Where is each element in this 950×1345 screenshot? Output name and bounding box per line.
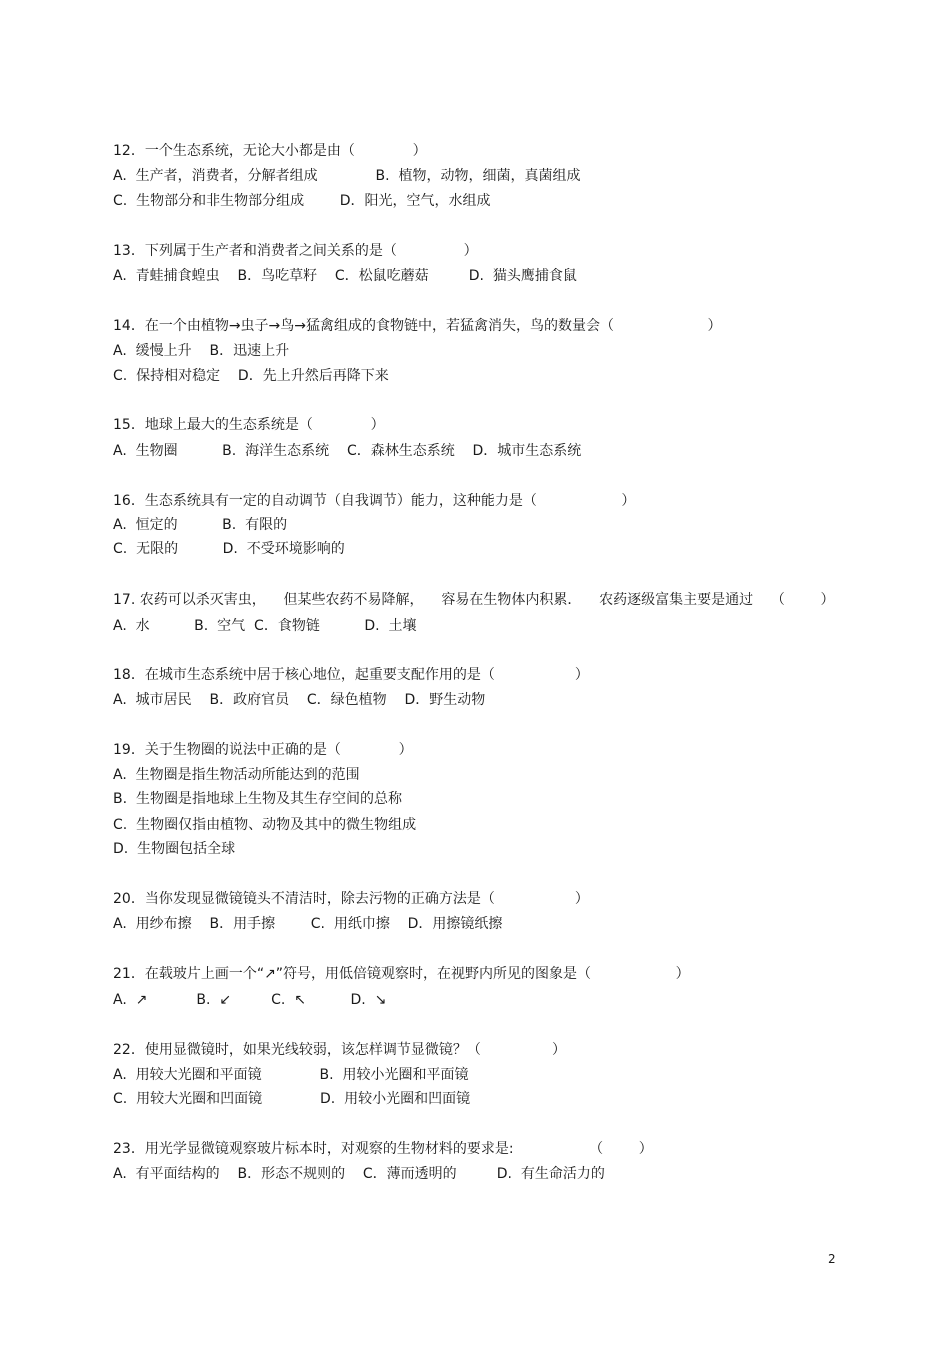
question-option: A. 缓慢上升 B．迅速上升 xyxy=(113,343,290,359)
question-option: B. 生物圈是指地球上生物及其生存空间的总称 xyxy=(113,791,402,807)
question-option: A. 生产者，消费者，分解者组成 B. 植物，动物，细菌，真菌组成 xyxy=(113,168,581,184)
question-option: C. 用较大光圈和凹面镜 D. 用较小光圈和凹面镜 xyxy=(113,1091,471,1107)
question-stem: 19．关于生物圈的说法中正确的是（ ） xyxy=(113,742,413,758)
question-option: C. 无限的 D. 不受环境影响的 xyxy=(113,541,345,557)
question-option: A. ↗ B. ↙ C. ↖ D. ↘ xyxy=(113,992,387,1008)
question-option: C. 生物圈仅指由植物、动物及其中的微生物组成 xyxy=(113,817,417,833)
question-option: A. 有平面结构的 B．形态不规则的 C．薄而透明的 D. 有生命活力的 xyxy=(113,1166,605,1182)
question-option: C. 生物部分和非生物部分组成 D．阳光，空气，水组成 xyxy=(113,193,491,209)
question-stem: 22．使用显微镜时，如果光线较弱，该怎样调节显微镜？（ ） xyxy=(113,1042,567,1058)
question-stem: 15．地球上最大的生态系统是（ ） xyxy=(113,417,385,433)
question-stem: 12．一个生态系统，无论大小都是由（ ） xyxy=(113,143,427,159)
page-number: 2 xyxy=(828,1252,836,1266)
question-option: A. 生物圈是指生物活动所能达到的范围 xyxy=(113,767,360,783)
question-option: C. 保持相对稳定 D．先上升然后再降下来 xyxy=(113,368,389,384)
question-stem: 13．下列属于生产者和消费者之间关系的是（ ） xyxy=(113,243,478,259)
question-stem: 17. 农药可以杀灭害虫， 但某些农药不易降解， 容易在生物体内积累． 农药逐级富集主要是通过 （ ） xyxy=(113,592,835,608)
question-option: A. 用纱布擦 B．用手擦 C. 用纸巾擦 D．用擦镜纸擦 xyxy=(113,916,503,932)
question-option: A. 生物圈 B. 海洋生态系统 C．森林生态系统 D．城市生态系统 xyxy=(113,443,582,459)
question-stem: 23．用光学显微镜观察玻片标本时，对观察的生物材料的要求是: （ ） xyxy=(113,1141,653,1157)
question-stem: 20．当你发现显微镜镜头不清洁时，除去污物的正确方法是（ ） xyxy=(113,891,589,907)
question-option: A. 恒定的 B. 有限的 xyxy=(113,517,288,533)
question-option: D. 生物圈包括全球 xyxy=(113,841,236,857)
question-stem: 18．在城市生态系统中居于核心地位，起重要支配作用的是（ ） xyxy=(113,667,589,683)
question-option: A. 城市居民 B．政府官员 C．绿色植物 D．野生动物 xyxy=(113,692,486,708)
question-stem: 14．在一个由植物→虫子→鸟→猛禽组成的食物链中，若猛禽消失，鸟的数量会（ ） xyxy=(113,318,722,334)
question-option: A. 用较大光圈和平面镜 B. 用较小光圈和平面镜 xyxy=(113,1067,469,1083)
question-option: A. 水 B. 空气 C．食物链 D. 土壤 xyxy=(113,618,417,634)
question-option: A. 青蛙捕食蝗虫 B．鸟吃草籽 C．松鼠吃蘑菇 D. 猫头鹰捕食鼠 xyxy=(113,268,577,284)
question-stem: 21．在载玻片上画一个“↗”符号，用低倍镜观察时，在视野内所见的图象是（ ） xyxy=(113,966,690,982)
question-stem: 16．生态系统具有一定的自动调节（自我调节）能力，这种能力是（ ） xyxy=(113,493,636,509)
